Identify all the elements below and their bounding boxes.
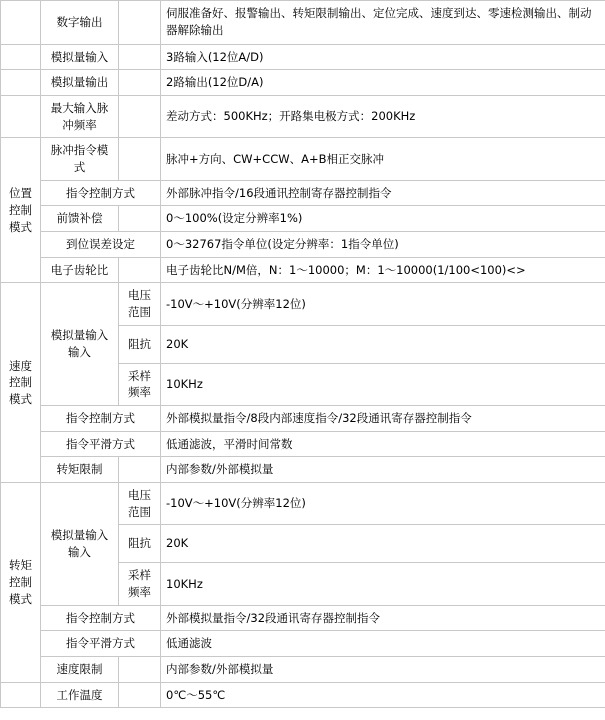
row-value: 伺服准备好、报警输出、转矩限制输出、定位完成、速度到达、零速检测输出、制动器解除输出 [161,1,605,45]
row-value: 3路输入(12位A/D) [161,44,605,70]
row-value: 0～32767指令单位(设定分辨率：1指令单位) [161,231,605,257]
row-value: -10V～+10V(分辨率12位) [161,283,605,325]
row-value: 外部脉冲指令/16段通讯控制寄存器控制指令 [161,180,605,206]
row-group-cell [1,70,41,96]
table-row [1,257,605,283]
table-row [1,180,605,206]
voltage-range-label-speed: 电压范围 [119,283,161,325]
row-label-primary: 指令平滑方式 [41,631,161,657]
group-label-torque: 转矩控制模式 [1,482,41,682]
row-label-secondary [119,138,161,180]
row-label-primary: 工作温度 [41,682,119,708]
row-label-primary: 指令控制方式 [41,180,161,206]
impedance-label-torque: 阻抗 [119,525,161,563]
row-label-primary: 最大输入脉冲频率 [41,95,119,137]
row-label-primary: 转矩限制 [41,457,119,483]
row-value: 外部模拟量指令/8段内部速度指令/32段通讯寄存器控制指令 [161,405,605,431]
row-value: 低通滤波，平滑时间常数 [161,431,605,457]
table-row [1,682,605,708]
table-row [1,231,605,257]
row-label-primary: 前馈补偿 [41,206,119,232]
sampling-label-speed: 采样频率 [119,363,161,405]
table-row [1,206,605,232]
row-label-secondary [119,257,161,283]
row-label-primary: 电子齿轮比 [41,257,119,283]
table-row [1,138,605,180]
table-row [1,656,605,682]
row-value: 20K [161,325,605,363]
row-label-secondary [119,206,161,232]
table-row [1,482,605,524]
row-label-primary: 速度限制 [41,656,119,682]
row-label-primary: 模拟量输出 [41,70,119,96]
table-row [1,283,605,325]
row-value: 外部模拟量指令/32段通讯寄存器控制指令 [161,605,605,631]
row-group-cell [1,95,41,137]
row-value: 内部参数/外部模拟量 [161,656,605,682]
row-label-secondary [119,44,161,70]
row-group-cell [1,44,41,70]
table-row [1,44,605,70]
row-value: -10V～+10V(分辨率12位) [161,482,605,524]
impedance-label-speed: 阻抗 [119,325,161,363]
group-label-speed: 速度控制模式 [1,283,41,483]
analog-input-label-torque: 模拟量输入输入 [41,482,119,605]
row-value: 0℃～55℃ [161,682,605,708]
sampling-label-torque: 采样频率 [119,563,161,605]
row-label-secondary [119,682,161,708]
table-row [1,457,605,483]
row-value: 2路输出(12位D/A) [161,70,605,96]
table-row [1,95,605,137]
row-label-primary: 指令控制方式 [41,605,161,631]
row-label-primary: 模拟量输入 [41,44,119,70]
voltage-range-label-torque: 电压范围 [119,482,161,524]
row-label-primary: 到位误差设定 [41,231,161,257]
row-label-secondary [119,70,161,96]
table-row [1,1,605,45]
table-row [1,70,605,96]
table-row [1,405,605,431]
row-group-cell [1,682,41,708]
table-row [1,431,605,457]
row-group-cell [1,1,41,45]
row-label-primary: 指令控制方式 [41,405,161,431]
row-value: 10KHz [161,363,605,405]
row-label-primary: 指令平滑方式 [41,431,161,457]
row-label-primary: 数字输出 [41,1,119,45]
group-label-position: 位置控制模式 [1,138,41,283]
row-label-secondary [119,1,161,45]
row-label-primary: 脉冲指令模式 [41,138,119,180]
row-value: 10KHz [161,563,605,605]
row-value: 20K [161,525,605,563]
row-label-secondary [119,95,161,137]
analog-input-label-speed: 模拟量输入输入 [41,283,119,406]
table-row [1,631,605,657]
row-value: 脉冲+方向、CW+CCW、A+B相正交脉冲 [161,138,605,180]
row-value: 0～100%(设定分辨率1%) [161,206,605,232]
row-value: 内部参数/外部模拟量 [161,457,605,483]
row-label-secondary [119,656,161,682]
row-value: 低通滤波 [161,631,605,657]
row-value: 电子齿轮比N/M倍，N：1～10000；M：1～10000(1/100<100)<> [161,257,605,283]
row-label-secondary [119,457,161,483]
row-value: 差动方式：500KHz；开路集电极方式：200KHz [161,95,605,137]
table-row [1,605,605,631]
